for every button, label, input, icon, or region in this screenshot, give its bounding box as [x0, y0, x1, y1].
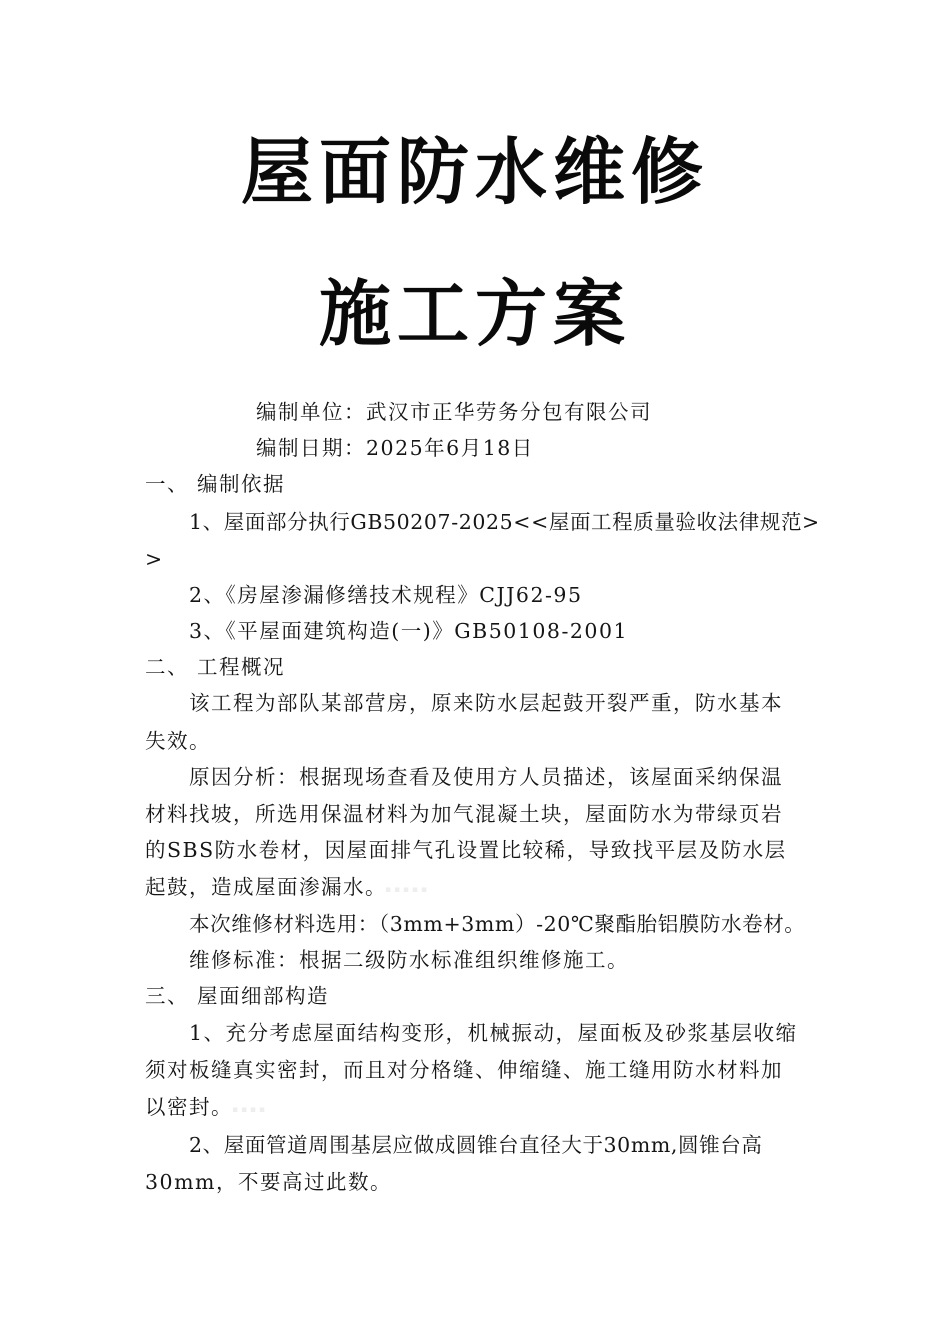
cause-analysis-line-1: 原因分析：根据现场查看及使用方人员描述，该屋面采纳保温 [189, 765, 783, 789]
repair-standard: 维修标准：根据二级防水标准组织维修施工。 [189, 948, 629, 972]
faint-watermark-2: ▪ ▪ ▪ ▪ [232, 1105, 265, 1115]
section-3-heading: 三、 屋面细部构造 [145, 984, 330, 1008]
compile-date: 编制日期：2025年6月18日 [256, 436, 534, 460]
repair-material: 本次维修材料选用：（3mm+3mm）-20℃聚酯胎铝膜防水卷材。 [189, 912, 806, 936]
document-title-line-2: 施工方案 [318, 271, 631, 356]
overview-paragraph-1-continuation: 失效。 [145, 729, 211, 753]
cause-analysis-line-2: 材料找坡，所选用保温材料为加气混凝土块，屋面防水为带绿页岩 [145, 802, 783, 826]
basis-item-2: 2、《房屋渗漏修缮技术规程》CJJ62-95 [189, 583, 583, 607]
detail-item-2-line-1: 2、屋面管道周围基层应做成圆锥台直径大于30mm,圆锥台高 [189, 1133, 763, 1157]
detail-item-1-line-3: 以密封。 [145, 1095, 233, 1119]
cause-analysis-line-4: 起鼓，造成屋面渗漏水。 [145, 875, 387, 899]
document-title-line-1: 屋面防水维修 [240, 129, 709, 214]
detail-item-2-line-2: 30mm，不要高过此数。 [145, 1170, 392, 1194]
section-1-heading: 一、 编制依据 [145, 472, 286, 496]
detail-item-1-line-2: 须对板缝真实密封，而且对分格缝、伸缩缝、施工缝用防水材料加 [145, 1058, 783, 1082]
basis-item-3: 3、《平屋面建筑构造(一)》GB50108-2001 [189, 619, 629, 643]
overview-paragraph-1: 该工程为部队某部营房，原来防水层起鼓开裂严重，防水基本 [189, 691, 783, 715]
faint-watermark: ▪ ▪ ▪ ▪ ▪ [385, 885, 427, 895]
basis-item-1: 1、屋面部分执行GB50207-2025<<屋面工程质量验收法律规范> [189, 510, 820, 534]
detail-item-1-line-1: 1、充分考虑屋面结构变形，机械振动，屋面板及砂浆基层收缩 [189, 1021, 798, 1045]
cause-analysis-line-3: 的SBS防水卷材，因屋面排气孔设置比较稀，导致找平层及防水层 [145, 838, 787, 862]
compiler-unit: 编制单位：武汉市正华劳务分包有限公司 [256, 400, 652, 424]
section-2-heading: 二、 工程概况 [145, 655, 286, 679]
basis-item-1-continuation: > [145, 547, 164, 571]
